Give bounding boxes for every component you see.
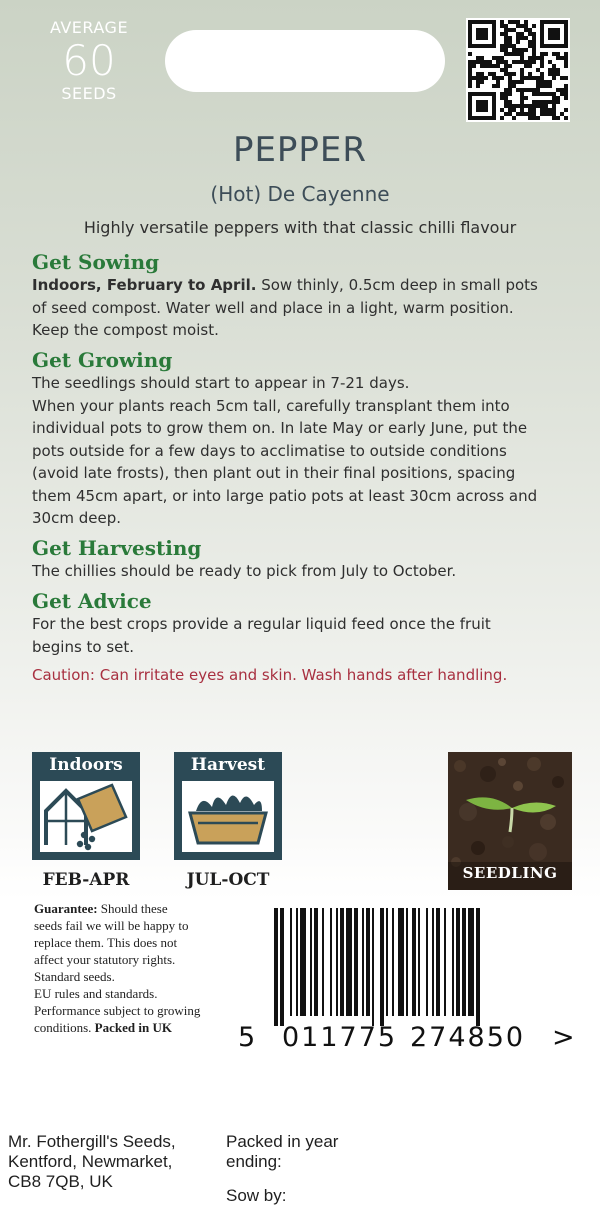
address-line: CB8 7QB, UK [8, 1172, 113, 1191]
section-advice-heading: Get Advice [32, 589, 152, 613]
advice-line: For the best crops provide a regular liquid feed once the fruit [32, 615, 491, 633]
seedling-photo [448, 752, 572, 890]
barcode-number [238, 1022, 578, 1062]
harvest-basket-icon [182, 781, 274, 852]
barcode-bar [280, 908, 284, 1026]
barcode-bar [462, 908, 466, 1016]
guarantee-bold: Guarantee: [34, 901, 98, 916]
barcode-bar [366, 908, 370, 1016]
seed-count-number: 60 [62, 36, 116, 85]
barcode-bar [432, 908, 434, 1016]
barcode-bar [362, 908, 364, 1016]
barcode[interactable] [270, 908, 560, 1026]
section-harvesting-text: The chillies should be ready to pick from July to October. [32, 562, 457, 580]
barcode-bar [380, 908, 384, 1026]
barcode-bar [300, 908, 306, 1016]
barcode-quiet-zone-marker: > [552, 1022, 575, 1053]
sowing-text-2: of seed compost. Water well and place in a light, warm position. [32, 298, 514, 317]
guarantee-line: seeds fail we will be happy to [34, 918, 189, 933]
product-title: PEPPER [232, 130, 368, 170]
barcode-bar [418, 908, 420, 1016]
packed-in-year [226, 1132, 426, 1172]
sowing-text-3: Keep the compost moist. [32, 321, 219, 339]
sow-by-label: Sow by: [226, 1186, 287, 1205]
guarantee-line: Standard seeds. [34, 969, 115, 984]
harvest-period: JUL-OCT [186, 870, 270, 890]
barcode-bar [314, 908, 318, 1016]
harvest-label: Harvest [190, 755, 266, 775]
growing-line: them 45cm apart, or into large patio pots at least 30cm across and [32, 486, 538, 505]
caution-text: Caution: Can irritate eyes and skin. Wash hands after handling. [32, 666, 508, 684]
barcode-digit-first: 5 [238, 1022, 256, 1053]
growing-line: pots outside for a few days to acclimatise to outside conditions [32, 441, 507, 460]
growing-line: When your plants reach 5cm tall, carefully transplant them into [32, 396, 510, 415]
guarantee-line: Performance subject to growing [34, 1003, 201, 1018]
barcode-bar [456, 908, 460, 1016]
advice-line: begins to set. [32, 637, 135, 656]
section-advice-text [32, 613, 572, 658]
barcode-bar [346, 908, 352, 1016]
guarantee-line: Should these [97, 901, 168, 916]
qr-finder-square [548, 28, 560, 40]
barcode-bar [406, 908, 408, 1016]
barcode-bar [296, 908, 298, 1016]
barcode-bar [372, 908, 374, 1026]
barcode-bar [386, 908, 388, 1016]
section-sowing [32, 250, 572, 342]
barcode-bar [392, 908, 394, 1016]
seed-count-top-label: AVERAGE [49, 18, 129, 37]
guarantee-text [34, 900, 254, 1036]
qr-finder-square [476, 28, 488, 40]
qr-code[interactable] [466, 18, 570, 122]
guarantee-line: affect your statutory rights. [34, 952, 176, 967]
barcode-bar [340, 908, 344, 1016]
harvest-badge [174, 752, 282, 860]
seed-count-badge [30, 18, 148, 104]
section-harvesting-heading: Get Harvesting [32, 536, 202, 560]
barcode-bar [290, 908, 292, 1016]
barcode-bar [412, 908, 416, 1016]
barcode-bar [476, 908, 480, 1026]
qr-finder-square [476, 100, 488, 112]
packed-line: ending: [226, 1152, 282, 1171]
section-growing-heading: Get Growing [32, 348, 173, 372]
address-line: Mr. Fothergill's Seeds, [8, 1132, 176, 1151]
barcode-bar [274, 908, 278, 1026]
greenhouse-sowing-icon [40, 781, 132, 852]
section-harvesting [32, 536, 572, 583]
section-growing [32, 348, 572, 530]
growing-line: 30cm deep. [32, 509, 121, 527]
packed-line: Packed in year [226, 1132, 339, 1151]
barcode-bar [398, 908, 404, 1016]
guarantee-line: EU rules and standards. [34, 986, 158, 1001]
section-sowing-text [32, 274, 572, 342]
growing-line: The seedlings should start to appear in 7-21 days. [32, 374, 410, 392]
guarantee-line: replace them. This does not [34, 935, 178, 950]
seed-count-bottom-label: SEEDS [61, 84, 117, 103]
indoors-label: Indoors [49, 755, 123, 775]
indoors-badge [32, 752, 140, 860]
barcode-bar [426, 908, 428, 1016]
packed-in-uk: Packed in UK [94, 1020, 172, 1035]
barcode-bar [330, 908, 332, 1016]
hang-hole [165, 30, 445, 92]
section-sowing-heading: Get Sowing [32, 250, 160, 274]
barcode-digits-right: 274850 [410, 1022, 526, 1053]
barcode-bar [310, 908, 312, 1016]
growing-line: (avoid late frosts), then plant out in their final positions, spacing [32, 464, 516, 482]
section-advice [32, 589, 572, 658]
product-tagline: Highly versatile peppers with that classic chilli flavour [83, 218, 517, 237]
barcode-bar [468, 908, 474, 1016]
barcode-bar [354, 908, 358, 1016]
company-address [8, 1132, 218, 1192]
barcode-bar [336, 908, 338, 1016]
sowing-text-1: Sow thinly, 0.5cm deep in small pots [256, 276, 538, 294]
guarantee-line: conditions. [34, 1020, 95, 1035]
section-growing-text [32, 372, 572, 530]
indoors-period: FEB-APR [42, 870, 130, 890]
barcode-digits-left: 011775 [282, 1022, 398, 1053]
barcode-bar [322, 908, 324, 1016]
address-line: Kentford, Newmarket, [8, 1152, 173, 1171]
sowing-lead: Indoors, February to April. [32, 276, 257, 294]
barcode-bar [452, 908, 454, 1016]
barcode-bar [444, 908, 446, 1016]
seedling-caption: SEEDLING [462, 864, 558, 882]
barcode-bar [436, 908, 440, 1016]
product-variety: (Hot) De Cayenne [210, 182, 390, 206]
growing-line: individual pots to grow them on. In late May or early June, put the [32, 419, 528, 437]
